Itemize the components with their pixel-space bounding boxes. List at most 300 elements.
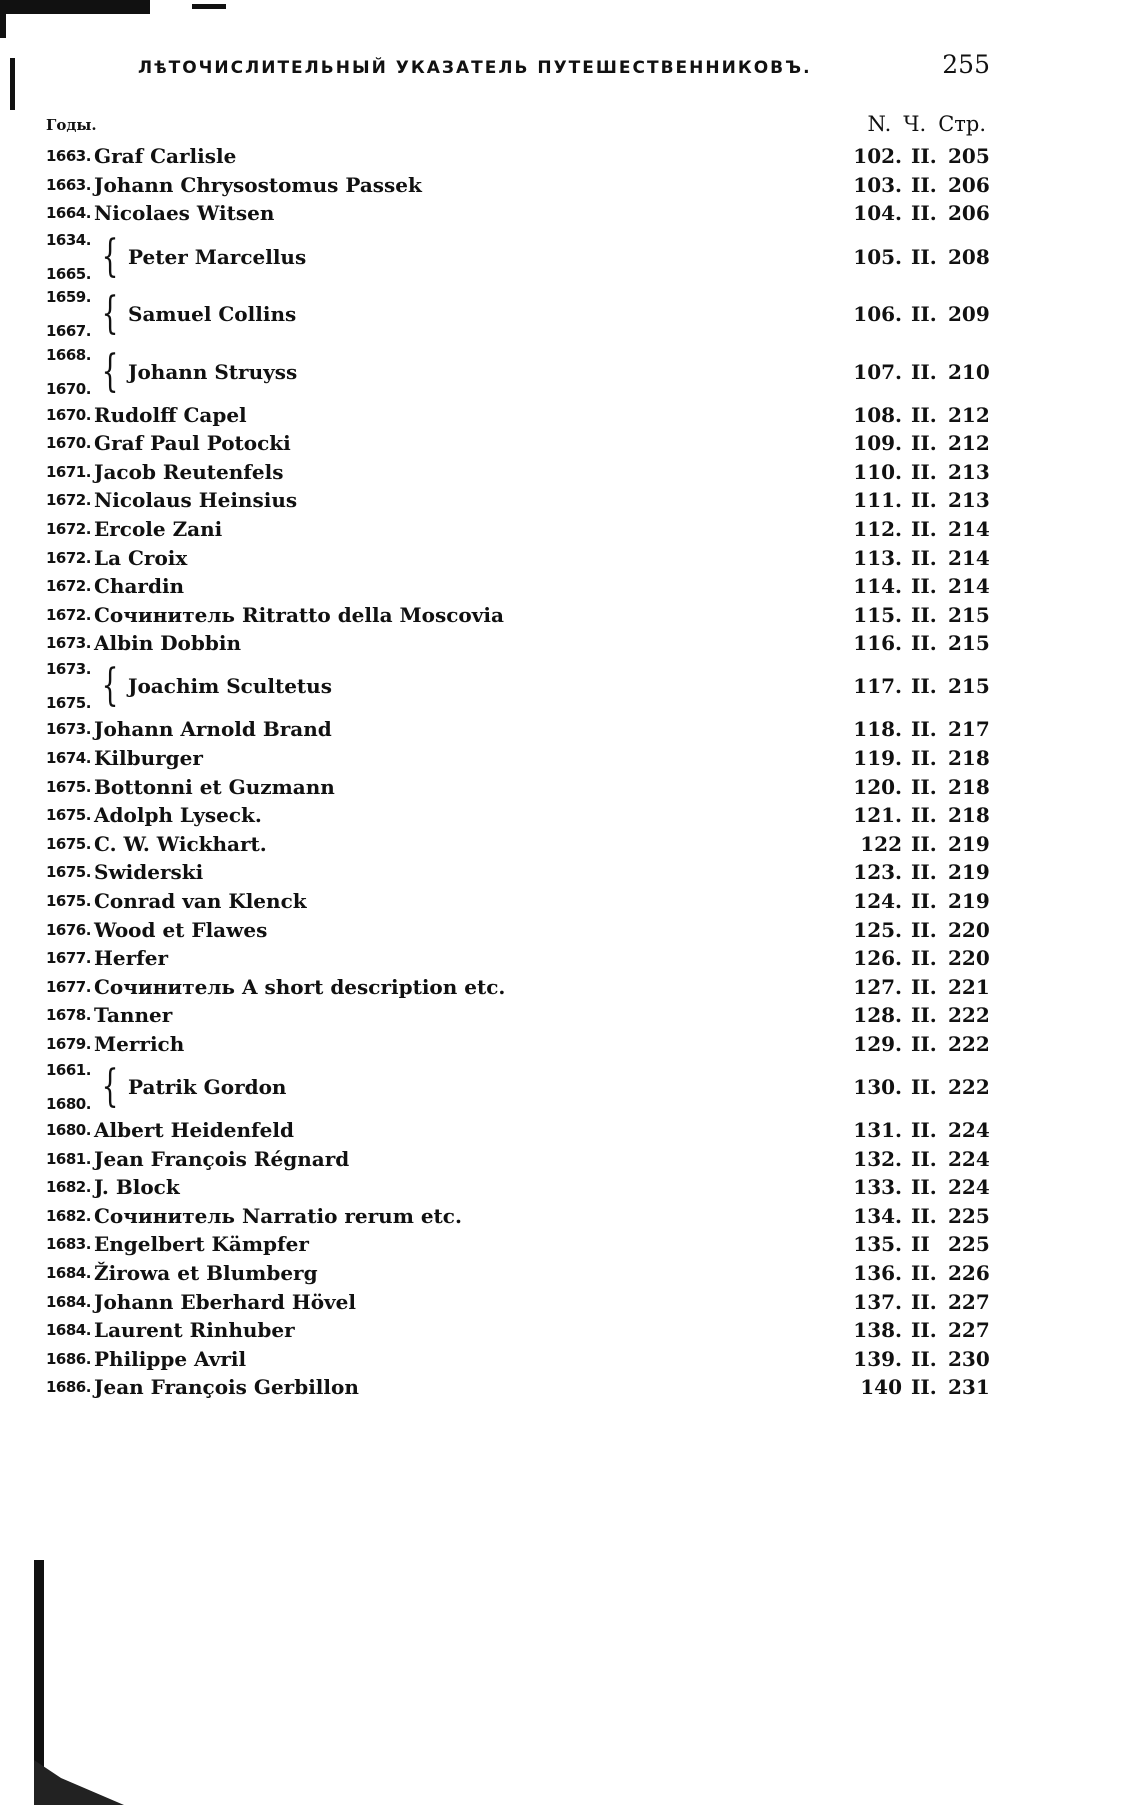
entry-year: 1672. — [46, 548, 91, 567]
entry-page: 212 — [948, 402, 990, 427]
index-entry — [46, 1202, 990, 1231]
entry-year: 1663. — [46, 147, 91, 166]
index-entry — [46, 629, 990, 658]
entry-number: 103. — [853, 172, 902, 197]
entry-part: II — [911, 1232, 930, 1257]
dot-leader — [252, 1349, 826, 1369]
entry-year: 1663. — [46, 175, 91, 194]
entry-number: 130. — [853, 1075, 902, 1099]
entry-number: 120. — [853, 774, 902, 799]
dot-leader — [268, 805, 826, 825]
entry-page: 224 — [948, 1175, 990, 1200]
dot-leader — [362, 1292, 826, 1312]
entry-page: 231 — [948, 1375, 990, 1400]
entry-part: II. — [911, 774, 937, 799]
entry-year: 1675. — [46, 834, 91, 853]
index-entry — [46, 1001, 990, 1030]
traveller-name: Engelbert Kämpfer — [94, 1232, 309, 1257]
traveller-index-list — [46, 142, 990, 1402]
entry-reference — [826, 717, 990, 742]
traveller-name: Chardin — [94, 574, 185, 599]
entry-year: 1675. — [46, 863, 91, 882]
entry-reference — [826, 1146, 990, 1171]
dot-leader — [312, 247, 826, 267]
entry-year: 1667. — [46, 322, 91, 341]
dot-leader — [355, 1149, 826, 1169]
traveller-name: Nicolaes Witsen — [94, 201, 275, 226]
entry-number: 138. — [853, 1318, 902, 1343]
entry-reference — [826, 1318, 990, 1343]
entry-year: 1676. — [46, 920, 91, 939]
entry-year: 1670. — [46, 379, 91, 398]
index-entry — [46, 285, 990, 343]
entry-number: 122 — [860, 831, 902, 856]
entry-page: 221 — [948, 974, 990, 999]
entry-number: 136. — [853, 1261, 902, 1286]
brace-icon: { — [101, 345, 119, 397]
dot-leader — [302, 304, 826, 324]
entry-part: II. — [911, 459, 937, 484]
traveller-name: Ercole Zani — [94, 516, 223, 541]
entry-reference — [826, 831, 990, 856]
entry-part: II. — [911, 488, 937, 513]
entry-number: 105. — [853, 244, 902, 269]
traveller-name: Conrad van Klenck — [94, 888, 307, 913]
entry-year: 1673. — [46, 660, 91, 679]
entry-reference — [826, 1003, 990, 1028]
entry-part: II. — [911, 860, 937, 885]
year-range — [46, 288, 94, 340]
entry-year: 1683. — [46, 1235, 91, 1254]
entry-page: 215 — [948, 674, 990, 699]
traveller-name: Herfer — [94, 946, 169, 971]
index-entry — [46, 1259, 990, 1288]
entry-reference — [826, 917, 990, 942]
entry-part: II. — [911, 717, 937, 742]
entry-year: 1681. — [46, 1149, 91, 1168]
traveller-name: Swiderski — [94, 860, 204, 885]
entry-page: 220 — [948, 917, 990, 942]
index-entry — [46, 543, 990, 572]
entry-number: 117. — [853, 674, 902, 699]
entry-year: 1682. — [46, 1206, 91, 1225]
traveller-name: C. W. Wickhart. — [94, 831, 267, 856]
index-entry — [46, 572, 990, 601]
entry-year: 1672. — [46, 577, 91, 596]
entry-year: 1679. — [46, 1034, 91, 1053]
entry-year: 1675. — [46, 694, 91, 713]
entry-page: 222 — [948, 1031, 990, 1056]
entry-page: 208 — [948, 244, 990, 269]
entry-part: II. — [911, 946, 937, 971]
dot-leader — [174, 948, 826, 968]
traveller-name: Samuel Collins — [128, 302, 297, 327]
entry-number: 104. — [853, 201, 902, 226]
entry-page: 213 — [948, 488, 990, 513]
scan-artifact-top-edge — [0, 0, 6, 38]
index-entry — [46, 400, 990, 429]
entry-year: 1684. — [46, 1292, 91, 1311]
entry-reference — [826, 516, 990, 541]
entry-reference — [826, 431, 990, 456]
entry-reference — [826, 1346, 990, 1371]
entry-number: 133. — [853, 1175, 902, 1200]
entry-reference — [826, 459, 990, 484]
index-entry — [46, 1116, 990, 1145]
entry-year: 1682. — [46, 1178, 91, 1197]
entry-year: 1670. — [46, 405, 91, 424]
entry-year: 1684. — [46, 1321, 91, 1340]
entry-page: 224 — [948, 1118, 990, 1143]
entry-year: 1686. — [46, 1378, 91, 1397]
entry-part: II. — [911, 172, 937, 197]
entry-reference — [826, 545, 990, 570]
traveller-name: Peter Marcellus — [128, 244, 307, 269]
entry-reference — [826, 1031, 990, 1056]
entry-page: 205 — [948, 144, 990, 169]
entry-page: 222 — [948, 1075, 990, 1099]
entry-part: II. — [911, 1118, 937, 1143]
entry-reference — [826, 1075, 990, 1099]
dot-leader — [209, 862, 826, 882]
traveller-name: Bottonni et Guzmann — [94, 774, 335, 799]
index-entry — [46, 1373, 990, 1402]
page-number: 255 — [942, 50, 990, 79]
entry-reference — [826, 244, 990, 269]
dot-leader — [315, 1234, 826, 1254]
dot-leader — [300, 1120, 826, 1140]
entry-number: 113. — [853, 545, 902, 570]
entry-part: II. — [911, 1261, 937, 1286]
entry-reference — [826, 1289, 990, 1314]
entry-reference — [826, 302, 990, 327]
dot-leader — [209, 748, 826, 768]
dot-leader — [511, 977, 826, 997]
entry-page: 209 — [948, 302, 990, 327]
traveller-name: Graf Paul Potocki — [94, 431, 291, 456]
dot-leader — [365, 1377, 826, 1397]
entry-part: II. — [911, 359, 937, 384]
entry-year: 1634. — [46, 230, 91, 249]
index-entry — [46, 1287, 990, 1316]
traveller-name: Nicolaus Heinsius — [94, 488, 298, 513]
index-entry — [46, 858, 990, 887]
entry-number: 132. — [853, 1146, 902, 1171]
entry-number: 116. — [853, 631, 902, 656]
entry-year: 1675. — [46, 891, 91, 910]
traveller-name: Rudolff Capel — [94, 402, 247, 427]
entry-part: II. — [911, 1318, 937, 1343]
entry-number: 131. — [853, 1118, 902, 1143]
entry-number: 125. — [853, 917, 902, 942]
scan-artifact-left-bar — [10, 58, 15, 110]
entry-page: 225 — [948, 1232, 990, 1257]
entry-reference — [826, 402, 990, 427]
entry-year: 1672. — [46, 605, 91, 624]
entry-year: 1661. — [46, 1061, 91, 1079]
entry-number: 114. — [853, 574, 902, 599]
index-entry — [46, 944, 990, 973]
index-entry — [46, 1058, 990, 1116]
entry-number: 107. — [853, 359, 902, 384]
index-entry — [46, 1144, 990, 1173]
traveller-name: Сочинитель Narratio rerum etc. — [94, 1203, 462, 1228]
index-entry — [46, 343, 990, 401]
entry-reference — [826, 359, 990, 384]
traveller-name: Сочинитель A short description etc. — [94, 974, 506, 999]
entry-year: 1665. — [46, 264, 91, 283]
entry-part: II. — [911, 674, 937, 699]
traveller-name: Wood et Flawes — [94, 917, 268, 942]
index-entry — [46, 915, 990, 944]
index-entry — [46, 429, 990, 458]
traveller-name: Johann Struyss — [128, 359, 298, 384]
index-entry — [46, 171, 990, 200]
entry-year: 1664. — [46, 204, 91, 223]
entry-number: 106. — [853, 302, 902, 327]
entry-part: II. — [911, 1146, 937, 1171]
traveller-name: Žirowa et Blumberg — [94, 1261, 318, 1286]
entry-part: II. — [911, 516, 937, 541]
dot-leader — [273, 920, 826, 940]
entry-page: 219 — [948, 888, 990, 913]
entry-reference — [826, 674, 990, 699]
entry-number: 111. — [853, 488, 902, 513]
dot-leader — [341, 777, 826, 797]
brace-icon: { — [101, 660, 119, 712]
traveller-name: Graf Carlisle — [94, 144, 237, 169]
traveller-name: Jean François Régnard — [94, 1146, 350, 1171]
entry-page: 215 — [948, 631, 990, 656]
entry-reference — [826, 888, 990, 913]
entry-year: 1680. — [46, 1121, 91, 1140]
entry-reference — [826, 946, 990, 971]
dot-leader — [468, 1206, 826, 1226]
entry-year: 1671. — [46, 462, 91, 481]
traveller-name: Laurent Rinhuber — [94, 1318, 295, 1343]
dot-leader — [338, 719, 826, 739]
index-entry — [46, 142, 990, 171]
traveller-name: J. Block — [94, 1175, 180, 1200]
entry-part: II. — [911, 1003, 937, 1028]
entry-year: 1673. — [46, 634, 91, 653]
dot-leader — [190, 1034, 826, 1054]
index-entry — [46, 887, 990, 916]
index-entry — [46, 457, 990, 486]
entry-part: II. — [911, 917, 937, 942]
entry-reference — [826, 803, 990, 828]
dot-leader — [253, 405, 826, 425]
index-entry — [46, 972, 990, 1001]
entry-year: 1659. — [46, 288, 91, 307]
entry-number: 139. — [853, 1346, 902, 1371]
entry-page: 230 — [948, 1346, 990, 1371]
dot-leader — [338, 676, 826, 696]
index-entry — [46, 1230, 990, 1259]
entry-part: II. — [911, 431, 937, 456]
entry-page: 206 — [948, 172, 990, 197]
year-range — [46, 1061, 94, 1113]
entry-part: II. — [911, 574, 937, 599]
running-title: ЛѣТОЧИСЛИТЕЛЬНЫЙ УКАЗАТЕЛЬ ПУТЕШЕСТВЕННИКОВЪ. — [138, 58, 812, 78]
entry-year: 1674. — [46, 749, 91, 768]
entry-page: 212 — [948, 431, 990, 456]
dot-leader — [292, 1077, 826, 1097]
entry-part: II. — [911, 974, 937, 999]
dot-leader — [273, 834, 826, 854]
entry-part: II. — [911, 602, 937, 627]
entry-page: 227 — [948, 1318, 990, 1343]
entry-part: II. — [911, 1203, 937, 1228]
index-entry — [46, 600, 990, 629]
traveller-name: Johann Eberhard Hövel — [94, 1289, 357, 1314]
traveller-name: Jean François Gerbillon — [94, 1375, 359, 1400]
entry-part: II. — [911, 888, 937, 913]
index-entry — [46, 1173, 990, 1202]
traveller-name: Philippe Avril — [94, 1346, 247, 1371]
scan-artifact-dash — [192, 4, 226, 9]
entry-reference — [826, 1118, 990, 1143]
entry-part: II. — [911, 545, 937, 570]
entry-year: 1686. — [46, 1349, 91, 1368]
entry-reference — [826, 1375, 990, 1400]
entry-number: 127. — [853, 974, 902, 999]
entry-reference — [826, 144, 990, 169]
entry-page: 226 — [948, 1261, 990, 1286]
entry-number: 118. — [853, 717, 902, 742]
entry-year: 1677. — [46, 949, 91, 968]
traveller-name: Albin Dobbin — [94, 631, 241, 656]
entry-year: 1680. — [46, 1095, 91, 1113]
dot-leader — [289, 462, 826, 482]
entry-page: 227 — [948, 1289, 990, 1314]
index-entry — [46, 772, 990, 801]
entry-number: 137. — [853, 1289, 902, 1314]
entry-page: 214 — [948, 516, 990, 541]
entry-reference — [826, 631, 990, 656]
column-headers — [46, 112, 986, 142]
entry-part: II. — [911, 1075, 937, 1099]
index-entry — [46, 1030, 990, 1059]
index-entry — [46, 228, 990, 286]
index-entry — [46, 1345, 990, 1374]
entry-page: 206 — [948, 201, 990, 226]
entry-number: 110. — [853, 459, 902, 484]
entry-page: 218 — [948, 774, 990, 799]
entry-part: II. — [911, 803, 937, 828]
entry-part: II. — [911, 631, 937, 656]
index-entry — [46, 658, 990, 716]
entry-reference — [826, 172, 990, 197]
dot-leader — [324, 1263, 826, 1283]
entry-year: 1675. — [46, 777, 91, 796]
dot-leader — [242, 146, 826, 166]
year-range — [46, 346, 94, 398]
entry-number: 119. — [853, 746, 902, 771]
page-header — [130, 50, 990, 90]
entry-part: II. — [911, 144, 937, 169]
dot-leader — [510, 605, 826, 625]
entry-number: 140 — [860, 1375, 902, 1400]
entry-page: 213 — [948, 459, 990, 484]
dot-leader — [190, 576, 826, 596]
entry-reference — [826, 602, 990, 627]
entry-page: 218 — [948, 803, 990, 828]
entry-reference — [826, 860, 990, 885]
traveller-name: Joachim Scultetus — [128, 674, 332, 699]
page-column-header: Стр. — [938, 112, 986, 136]
entry-part: II. — [911, 1289, 937, 1314]
traveller-name: Adolph Lyseck. — [94, 803, 262, 828]
index-entry — [46, 801, 990, 830]
entry-page: 224 — [948, 1146, 990, 1171]
entry-number: 124. — [853, 888, 902, 913]
brace-icon: { — [101, 230, 119, 282]
entry-page: 214 — [948, 574, 990, 599]
traveller-name: Johann Arnold Brand — [94, 717, 332, 742]
index-entry — [46, 744, 990, 773]
index-entry — [46, 1316, 990, 1345]
entry-year: 1677. — [46, 977, 91, 996]
traveller-name: La Croix — [94, 545, 188, 570]
index-entry — [46, 715, 990, 744]
year-range — [46, 231, 94, 283]
entry-part: II. — [911, 402, 937, 427]
dot-leader — [228, 519, 826, 539]
entry-part: II. — [911, 831, 937, 856]
dot-leader — [247, 633, 826, 653]
traveller-name: Merrich — [94, 1031, 185, 1056]
entry-page: 220 — [948, 946, 990, 971]
entry-number: 134. — [853, 1203, 902, 1228]
entry-year: 1672. — [46, 491, 91, 510]
traveller-name: Kilburger — [94, 746, 203, 771]
dot-leader — [193, 548, 826, 568]
number-column-header: N. — [867, 112, 892, 136]
entry-reference — [826, 974, 990, 999]
entry-part: II. — [911, 244, 937, 269]
entry-year: 1675. — [46, 806, 91, 825]
entry-reference — [826, 1261, 990, 1286]
traveller-name: Patrik Gordon — [128, 1075, 287, 1099]
entry-number: 115. — [853, 602, 902, 627]
entry-year: 1684. — [46, 1264, 91, 1283]
entry-year: 1668. — [46, 345, 91, 364]
dot-leader — [280, 203, 826, 223]
entry-number: 135. — [853, 1232, 902, 1257]
dot-leader — [178, 1005, 826, 1025]
brace-icon: { — [101, 288, 119, 340]
entry-part: II. — [911, 746, 937, 771]
traveller-name: Albert Heidenfeld — [94, 1118, 294, 1143]
brace-icon: { — [101, 1061, 119, 1112]
years-column-header: Годы. — [46, 116, 97, 134]
entry-part: II. — [911, 1375, 937, 1400]
entry-reference — [826, 1232, 990, 1257]
entry-page: 225 — [948, 1203, 990, 1228]
dot-leader — [303, 362, 826, 382]
entry-number: 121. — [853, 803, 902, 828]
entry-part: II. — [911, 201, 937, 226]
year-range — [46, 660, 94, 712]
index-entry — [46, 515, 990, 544]
entry-page: 222 — [948, 1003, 990, 1028]
entry-page: 215 — [948, 602, 990, 627]
entry-part: II. — [911, 1175, 937, 1200]
index-entry — [46, 199, 990, 228]
entry-reference — [826, 1203, 990, 1228]
index-entry — [46, 830, 990, 859]
